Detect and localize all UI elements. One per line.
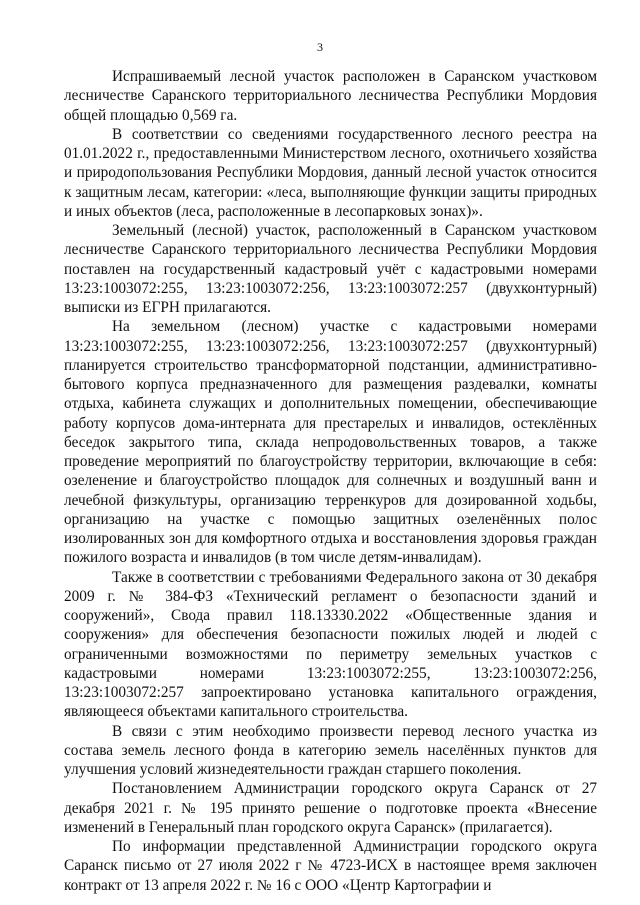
paragraph-federal-law-requirements: Также в соответствии с требованиями Федерального закона от 30 декабря 2009 г. № 384-ФЗ «Технический регламент о безопасности зданий и сооружений», Свода правил 118.13330.2022 «Общественные здания и сооружения» для обеспечения безопасности пожилых людей и людей с ограниченными возможностями по периметру земельных участков с кадастровыми номерами 13:23:1003072:255, 13:23:1003072:256, 13:23:1003072:257 запроектировано установка капитального ограждения, являющееся объектами капитального строительства. <box>64 568 597 721</box>
document-body <box>64 67 597 895</box>
paragraph-planned-construction: На земельном (лесном) участке с кадастровыми номерами 13:23:1003072:255, 13:23:1003072:256, 13:23:1003072:257 (двухконтурный) планируется строительство трансформаторной подстанции, административно-бытового корпуса предназначенного для размещения раздевалки, комнаты отдыха, кабинета служащих и дополнительных помещении, обеспечивающие работу корпусов дома-интерната для престарелых и инвалидов, остеклённых беседок закрытого типа, склада непродовольственных товаров, а также проведение мероприятий по благоустройству территории, включающие в себя: озеленение и благоустройство площадок для солнечных и воздушный ванн и лечебной физкультуры, организацию терренкуров для дозированной ходьбы, организацию на участке с помощью защитных озеленённых полос изолированных зон для комфортного отдыха и восстановления здоровья граждан пожилого возраста и инвалидов (в том числе детям-инвалидам). <box>64 318 597 567</box>
paragraph-administration-information: По информации представленной Администрации городского округа Саранск письмо от 27 июля 2022 г № 4723-ИСХ в настоящее время заключен контракт от 13 апреля 2022 г. № 16 с ООО «Центр Картографии и <box>64 838 597 894</box>
paragraph-forest-registry-info: В соответствии со сведениями государственного лесного реестра на 01.01.2022 г., предоставленными Министерством лесного, охотничьего хозяйства и природопользования Республики Мордовия, данный лесной участок относится к защитным лесам, категории: «леса, выполняющие функции защиты природных и иных объектов (леса, расположенные в лесопарковых зонах)». <box>64 125 597 220</box>
paragraph-administration-resolution: Постановлением Администрации городского округа Саранск от 27 декабря 2021 г. № 195 принято решение о подготовке проекта «Внесение изменений в Генеральный план городского округа Саранск» (прилагается). <box>64 780 597 836</box>
page-number: 3 <box>317 40 323 54</box>
paragraph-forest-plot-location: Испрашиваемый лесной участок расположен в Саранском участковом лесничестве Саранского территориального лесничества Республики Мордовия общей площадью 0,569 га. <box>64 68 597 124</box>
paragraph-cadastral-registration: Земельный (лесной) участок, расположенный в Саранском участковом лесничестве Саранского территориального лесничества Республики Мордовия поставлен на государственный кадастровый учёт с кадастровыми номерами 13:23:1003072:255, 13:23:1003072:256, 13:23:1003072:257 (двухконтурный) выписки из ЕГРН прилагаются. <box>64 222 597 316</box>
paragraph-land-transfer-necessity: В связи с этим необходимо произвести перевод лесного участка из состава земель лесного фонда в категорию земель населённых пунктов для улучшения условий жизнедеятельности граждан старшего поколения. <box>64 722 597 778</box>
